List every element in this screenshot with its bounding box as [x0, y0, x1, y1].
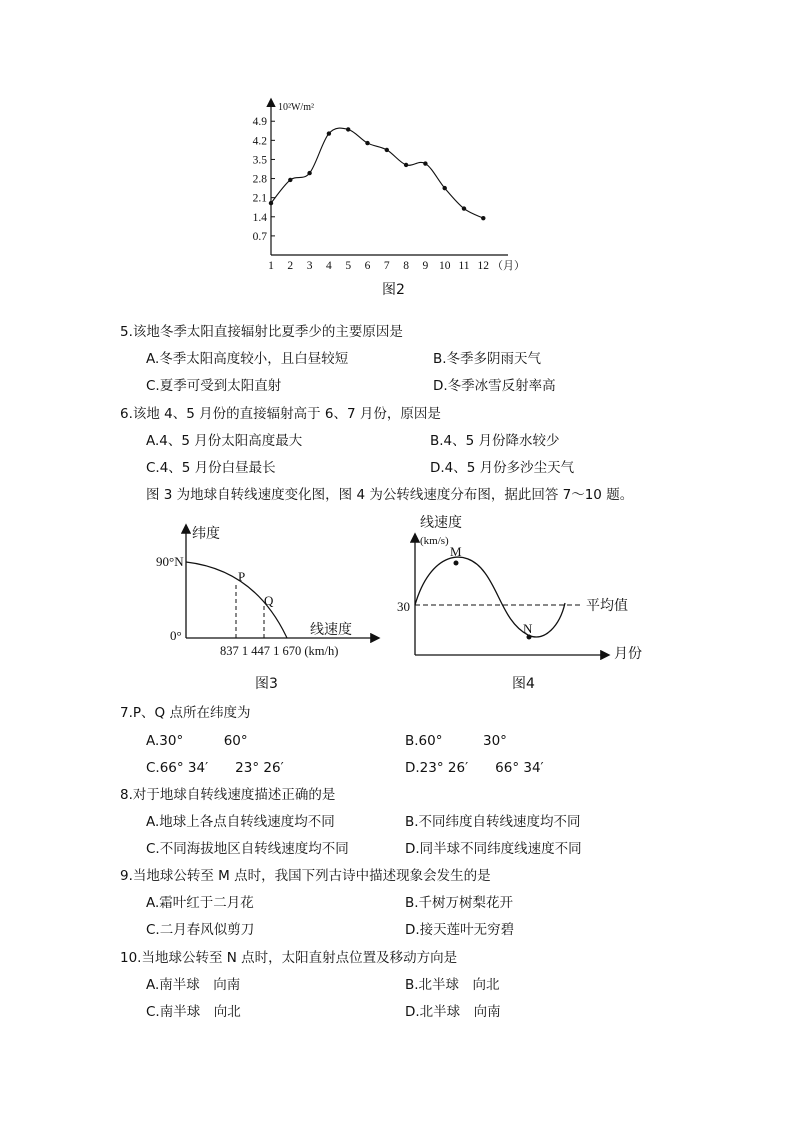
fig2-data-point: [385, 148, 389, 152]
fig4-caption: 图4: [512, 676, 535, 692]
fig4-point-m: [454, 561, 459, 566]
fig2-y-label: 10²W/m²: [278, 102, 314, 113]
fig2-xtick-label: 7: [383, 260, 390, 272]
q7-stem: 7.P、Q 点所在纬度为: [120, 705, 251, 721]
fig4-curve: [415, 557, 565, 637]
fig2-data-point: [307, 171, 311, 175]
fig2-data-point: [443, 186, 447, 190]
q6-stem: 6.该地 4、5 月份的直接辐射高于 6、7 月份，原因是: [120, 406, 441, 422]
fig4-n-label: N: [523, 621, 533, 636]
q5-option-b[interactable]: B.冬季多阴雨天气: [433, 351, 542, 367]
fig2-xtick-label: 4: [326, 260, 332, 272]
fig3-y-label: 纬度: [192, 526, 220, 542]
fig2-ytick-label: 2.1: [252, 192, 267, 205]
q9-stem: 9.当地球公转至 M 点时，我国下列古诗中描述现象会发生的是: [120, 868, 491, 884]
fig2-data-point: [365, 141, 369, 145]
fig3-caption: 图3: [255, 676, 278, 692]
fig2-data-point: [288, 178, 292, 182]
fig2-ytick-label: 2.8: [252, 173, 267, 186]
q9-option-d[interactable]: D.接天莲叶无穷碧: [405, 922, 515, 938]
fig2-ytick-label: 0.7: [252, 230, 267, 243]
fig2-xtick-label: 1: [268, 260, 274, 272]
q5-option-d[interactable]: D.冬季冰雪反射率高: [433, 378, 556, 394]
q9-option-b[interactable]: B.千树万树梨花开: [405, 895, 514, 911]
fig2-data-point: [327, 131, 331, 135]
q6-option-a[interactable]: A.4、5 月份太阳高度最大: [146, 433, 303, 449]
fig2-ytick-label: 1.4: [252, 211, 267, 224]
q10-stem: 10.当地球公转至 N 点时，太阳直射点位置及移动方向是: [120, 950, 458, 966]
fig2-data-point: [404, 163, 408, 167]
fig3-x-label: 线速度: [310, 622, 352, 638]
fig2-caption: 图2: [382, 282, 405, 298]
fig4-x-label: 月份: [614, 646, 642, 662]
q5-option-a[interactable]: A.冬季太阳高度较小，且白昼较短: [146, 351, 349, 367]
fig2-data-point: [269, 201, 273, 205]
fig2-data-point: [423, 161, 427, 165]
fig2-xtick-label: 3: [306, 260, 313, 272]
fig2-xtick-label: 8: [403, 260, 409, 272]
q10-option-d[interactable]: D.北半球 向南: [405, 1004, 501, 1020]
fig2-xtick-label: 5: [345, 260, 352, 272]
intro-text: 图 3 为地球自转线速度变化图，图 4 为公转线速度分布图，据此回答 7～10 题。: [146, 487, 634, 503]
q8-option-b[interactable]: B.不同纬度自转线速度均不同: [405, 814, 581, 830]
fig3-top-label: 90°N: [156, 554, 184, 569]
q6-option-d[interactable]: D.4、5 月份多沙尘天气: [430, 460, 575, 476]
q10-option-c[interactable]: C.南半球 向北: [146, 1004, 241, 1020]
fig2-series-line: [271, 128, 483, 218]
fig4-m-label: M: [450, 544, 462, 559]
fig2-xtick-label: 10: [438, 260, 451, 272]
q8-option-c[interactable]: C.不同海拔地区自转线速度均不同: [146, 841, 349, 857]
q7-option-b[interactable]: B.60° 30°: [405, 733, 507, 749]
q8-stem: 8.对于地球自转线速度描述正确的是: [120, 787, 336, 803]
fig2-xtick-label: 12: [477, 260, 490, 272]
q10-option-a[interactable]: A.南半球 向南: [146, 977, 241, 993]
q6-option-b[interactable]: B.4、5 月份降水较少: [430, 433, 560, 449]
fig4-y-tick: 30: [397, 599, 410, 614]
q5-option-c[interactable]: C.夏季可受到太阳直射: [146, 378, 282, 394]
q5-stem: 5.该地冬季太阳直接辐射比夏季少的主要原因是: [120, 324, 403, 340]
q6-option-c[interactable]: C.4、5 月份白昼最长: [146, 460, 276, 476]
fig2-ytick-label: 3.5: [252, 154, 267, 167]
fig2-data-point: [346, 127, 350, 131]
fig2-xtick-label: 9: [422, 260, 429, 272]
fig3-p-label: P: [238, 569, 246, 584]
fig2-data-point: [481, 216, 485, 220]
q8-option-d[interactable]: D.同半球不同纬度线速度不同: [405, 841, 582, 857]
fig2-chart: [240, 90, 540, 280]
q9-option-a[interactable]: A.霜叶红于二月花: [146, 895, 254, 911]
q7-option-a[interactable]: A.30° 60°: [146, 733, 248, 749]
fig2-ytick-label: 4.2: [252, 135, 267, 148]
q7-option-d[interactable]: D.23° 26′ 66° 34′: [405, 760, 544, 776]
fig3-q-label: Q: [264, 593, 274, 608]
fig4-y-label: 线速度: [420, 515, 462, 531]
fig2-x-unit: （月）: [492, 259, 525, 272]
q7-option-c[interactable]: C.66° 34′ 23° 26′: [146, 760, 284, 776]
fig3-x-values: 837 1 447 1 670 (km/h): [220, 644, 339, 658]
q10-option-b[interactable]: B.北半球 向北: [405, 977, 500, 993]
q9-option-c[interactable]: C.二月春风似剪刀: [146, 922, 255, 938]
fig2-xtick-label: 2: [287, 260, 294, 272]
fig4-y-unit: (km/s): [420, 535, 449, 547]
fig3-diagram: [156, 518, 400, 668]
fig3-origin-label: 0°: [170, 628, 182, 643]
fig2-data-point: [462, 206, 466, 210]
fig2-xtick-label: 6: [364, 260, 371, 272]
fig4-average-label: 平均值: [586, 598, 628, 614]
fig4-diagram: [390, 505, 660, 665]
fig2-xtick-label: 11: [458, 260, 470, 272]
fig2-ytick-label: 4.9: [252, 116, 267, 129]
q8-option-a[interactable]: A.地球上各点自转线速度均不同: [146, 814, 335, 830]
